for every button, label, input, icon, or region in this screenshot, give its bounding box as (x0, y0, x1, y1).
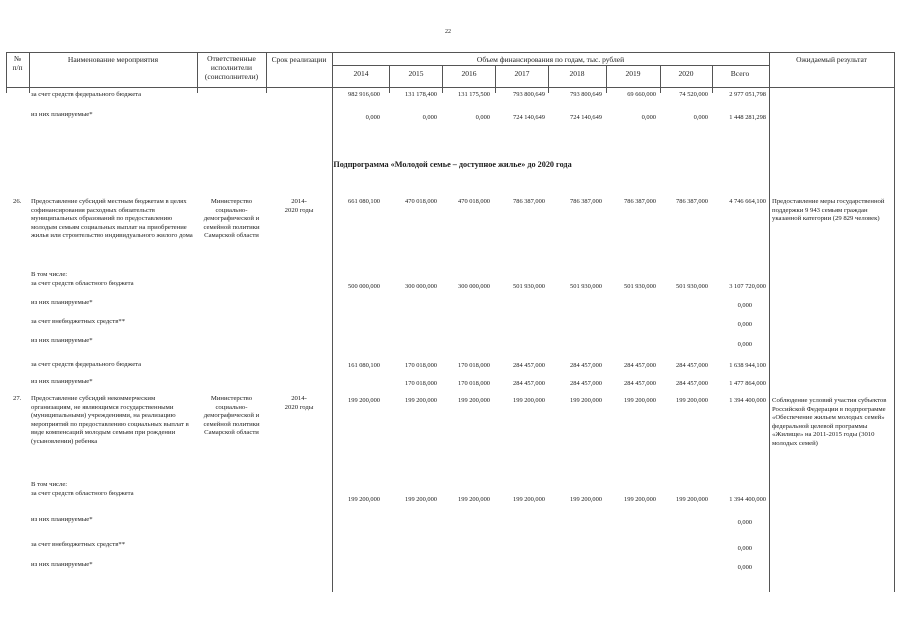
item-name: Предоставление субсидий некоммерческим организациям, не являющимся государственными (муниципальными) учреждениями, на реализацию мероприятий по предоставлению социальных выплат в виде компенсаций молодым семьям при рождении (усыновлении) ребенка (31, 395, 189, 445)
cell-value: 786 387,000 (624, 198, 656, 205)
cell-value: 724 140,649 (570, 114, 602, 121)
row-label: из них планируемые* (31, 111, 93, 118)
cell-value: 199 200,000 (570, 397, 602, 404)
cell-value: 199 200,000 (676, 397, 708, 404)
row-label: из них планируемые* (31, 299, 93, 306)
item-term: 2014- 2020 годы (284, 395, 314, 411)
cell-value: 199 200,000 (348, 496, 380, 503)
item-name: Предоставление субсидий местным бюджетам в целях софинансирования расходных обязательств муниципальных образований по предоставлению молодым семьям социальных выплат на приобретение жилья или строительство индивидуального жилого дома (31, 198, 193, 240)
cell-value: 982 916,600 (348, 91, 380, 98)
cell-value: 2 977 051,798 (729, 91, 766, 98)
cell-value: 4 746 664,100 (729, 198, 766, 205)
cell-value: 470 018,000 (458, 198, 490, 205)
cell-value: 501 930,000 (624, 283, 656, 290)
row-label: за счет внебюджетных средств** (31, 318, 126, 325)
cell-value: 284 457,000 (676, 380, 708, 387)
cell-value: 284 457,000 (570, 362, 602, 369)
cell-value: 69 660,000 (627, 91, 656, 98)
item-term: 2014- 2020 годы (284, 198, 314, 214)
cell-value: 131 175,500 (458, 91, 490, 98)
cell-value: 284 457,000 (624, 380, 656, 387)
cell-value: 0,000 (737, 341, 752, 348)
cell-value: 661 080,100 (348, 198, 380, 205)
cell-value: 0,000 (475, 114, 490, 121)
item-number: 27. (13, 395, 22, 402)
cell-value: 724 140,649 (513, 114, 545, 121)
cell-value: 793 800,649 (513, 91, 545, 98)
year-2016: 2016 (461, 69, 477, 78)
cell-value: 199 200,000 (513, 397, 545, 404)
cell-value: 501 930,000 (570, 283, 602, 290)
year-2015: 2015 (408, 69, 424, 78)
cell-value: 3 107 720,000 (729, 283, 766, 290)
item-result: Предоставление меры государственной поддержки 9 943 семьям граждан указанной категории (29 829 человек) (772, 198, 885, 223)
cell-value: 199 200,000 (624, 496, 656, 503)
year-2017: 2017 (514, 69, 530, 78)
cell-value: 199 200,000 (458, 496, 490, 503)
cell-value: 131 178,400 (405, 91, 437, 98)
cell-value: 199 200,000 (405, 496, 437, 503)
item-responsible: Министерство социально-демографической и семейной политики Самарской области (203, 198, 260, 240)
cell-value: 0,000 (737, 321, 752, 328)
cell-value: 1 638 944,100 (729, 362, 766, 369)
row-label: за счет средств федерального бюджета (31, 361, 142, 368)
cell-value: 300 000,000 (458, 283, 490, 290)
item-responsible: Министерство социально-демографической и семейной политики Самарской области (203, 395, 260, 437)
cell-value: 0,000 (737, 545, 752, 552)
cell-value: 0,000 (737, 302, 752, 309)
header-responsible: Ответственные исполнители (соисполнители) (204, 54, 259, 81)
cell-value: 284 457,000 (513, 362, 545, 369)
including-label: В том числе: (31, 271, 68, 278)
cell-value: 0,000 (737, 519, 752, 526)
cell-value: 199 200,000 (348, 397, 380, 404)
header-name: Наименование мероприятия (67, 55, 159, 64)
cell-value: 0,000 (422, 114, 437, 121)
header-funding: Объем финансирования по годам, тыс. рублей (476, 55, 625, 64)
cell-value: 170 018,000 (405, 362, 437, 369)
cell-value: 1 394 400,000 (729, 496, 766, 503)
item-result: Соблюдение условий участия субъектов Российской Федерации в подпрограмме «Обеспечение жильем молодых семей» федеральной целевой программы «Жилище» на 2011-2015 годы (3010 молодых семей) (772, 397, 887, 447)
cell-value: 199 200,000 (570, 496, 602, 503)
year-2019: 2019 (625, 69, 641, 78)
cell-value: 470 018,000 (405, 198, 437, 205)
cell-value: 786 387,000 (570, 198, 602, 205)
row-label: из них планируемые* (31, 337, 93, 344)
cell-value: 284 457,000 (624, 362, 656, 369)
cell-value: 501 930,000 (513, 283, 545, 290)
row-label: из них планируемые* (31, 516, 93, 523)
cell-value: 300 000,000 (405, 283, 437, 290)
cell-value: 170 018,000 (458, 380, 490, 387)
cell-value: 199 200,000 (405, 397, 437, 404)
cell-value: 170 018,000 (458, 362, 490, 369)
cell-value: 74 520,000 (679, 91, 708, 98)
cell-value: 501 930,000 (676, 283, 708, 290)
cell-value: 1 448 281,298 (729, 114, 766, 121)
cell-value: 284 457,000 (513, 380, 545, 387)
row-label: за счет внебюджетных средств** (31, 541, 126, 548)
row-label: за счет средств областного бюджета (31, 490, 134, 497)
cell-value: 0,000 (641, 114, 656, 121)
cell-value: 170 018,000 (405, 380, 437, 387)
item-number: 26. (13, 198, 22, 205)
cell-value: 161 080,100 (348, 362, 380, 369)
row-label: за счет средств областного бюджета (31, 280, 134, 287)
year-2018: 2018 (569, 69, 585, 78)
header-result: Ожидаемый результат (796, 55, 867, 64)
header-term: Срок реализации (271, 55, 327, 64)
cell-value: 284 457,000 (676, 362, 708, 369)
cell-value: 0,000 (365, 114, 380, 121)
cell-value: 786 387,000 (513, 198, 545, 205)
including-label: В том числе: (31, 481, 68, 488)
cell-value: 199 200,000 (513, 496, 545, 503)
row-label: из них планируемые* (31, 561, 93, 568)
cell-value: 500 000,000 (348, 283, 380, 290)
cell-value: 1 394 400,000 (729, 397, 766, 404)
cell-value: 199 200,000 (676, 496, 708, 503)
cell-value: 0,000 (693, 114, 708, 121)
cell-value: 199 200,000 (624, 397, 656, 404)
row-label: из них планируемые* (31, 378, 93, 385)
cell-value: 793 800,649 (570, 91, 602, 98)
header-num: № п/п (12, 54, 23, 72)
subprogram-title: Подпрограмма «Молодой семье – доступное жилье» до 2020 года (333, 160, 572, 169)
year-2020: 2020 (678, 69, 694, 78)
cell-value: 284 457,000 (570, 380, 602, 387)
row-label: за счет средств федерального бюджета (31, 91, 142, 98)
cell-value: 1 477 864,000 (729, 380, 766, 387)
cell-value: 199 200,000 (458, 397, 490, 404)
cell-value: 0,000 (737, 564, 752, 571)
year-2014: 2014 (353, 69, 369, 78)
page-number: 22 (445, 29, 451, 35)
year-total: Всего (730, 69, 750, 78)
cell-value: 786 387,000 (676, 198, 708, 205)
